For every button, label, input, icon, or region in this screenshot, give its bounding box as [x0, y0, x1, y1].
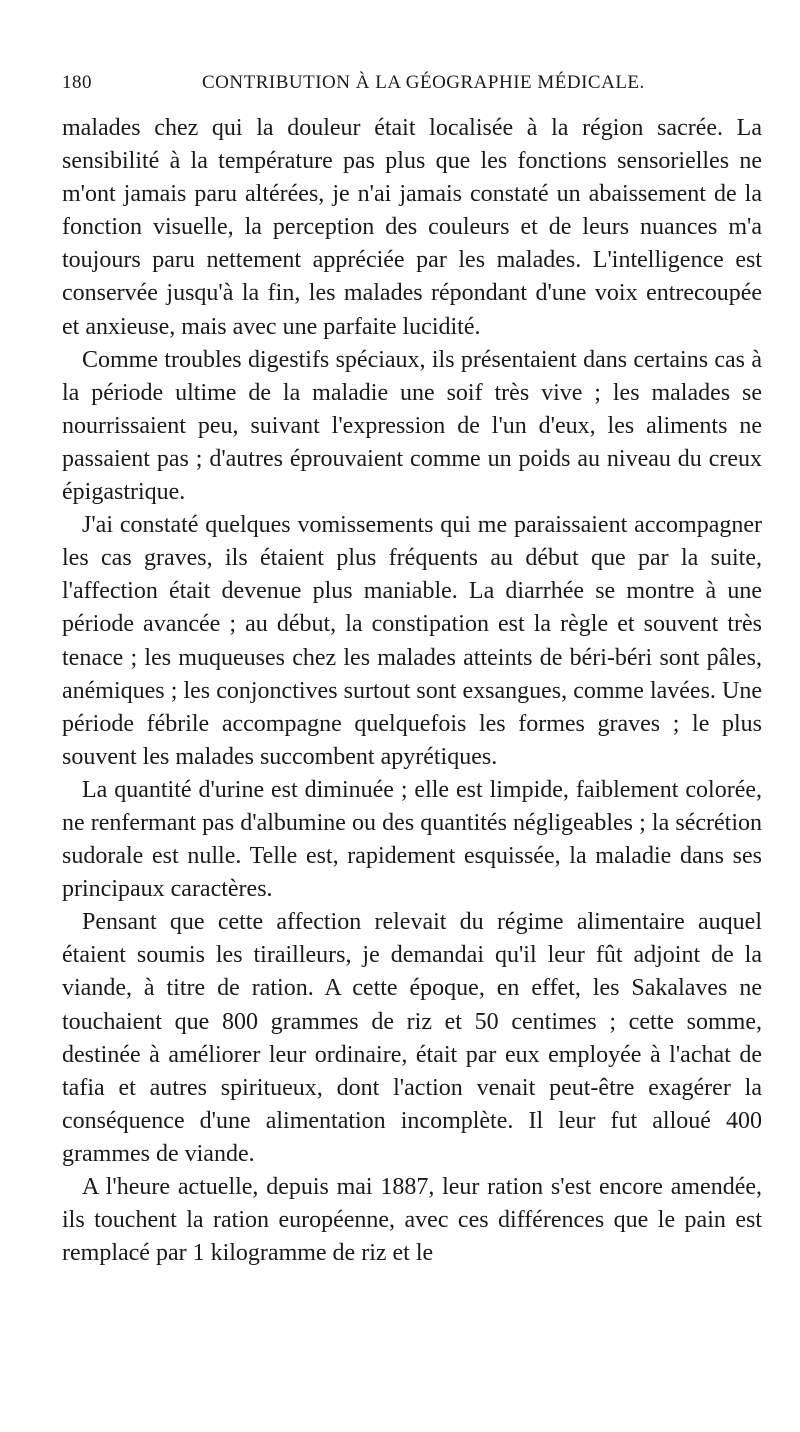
- running-title: CONTRIBUTION À LA GÉOGRAPHIE MÉDICALE.: [202, 72, 645, 93]
- body-text: [62, 112, 762, 1270]
- paragraph-1: malades chez qui la douleur était localisée à la région sacrée. La sensibilité à la température pas plus que les fonctions sensorielles ne m'ont jamais paru altérées, je n'ai jamais constaté un abaissement de la fonction visuelle, la perception des couleurs et de leurs nuances m'a toujours paru nettement appréciée par les malades. L'intelligence est conservée jusqu'à la fin, les malades répondant d'une voix entrecoupée et anxieuse, mais avec une parfaite lucidité.: [62, 115, 762, 340]
- paragraph-5: Pensant que cette affection relevait du régime alimentaire auquel étaient soumis les tirailleurs, je demandai qu'il leur fût adjoint de la viande, à titre de ration. A cette époque, en effet, les Sakalaves ne touchaient que 800 grammes de riz et 50 centimes ; cette somme, destinée à améliorer leur ordinaire, était par eux employée à l'achat de tafia et autres spiritueux, dont l'action venait peut-être exagérer la conséquence d'une alimentation incomplète. Il leur fut alloué 400 grammes de viande.: [62, 909, 762, 1167]
- paragraph-4: La quantité d'urine est diminuée ; elle est limpide, faiblement colorée, ne renfermant pas d'albumine ou des quantités négligeables ; la sécrétion sudorale est nulle. Telle est, rapidement esquissée, la maladie dans ses principaux caractères.: [62, 776, 762, 903]
- paragraph-2: Comme troubles digestifs spéciaux, ils présentaient dans certains cas à la période ultime de la maladie une soif très vive ; les malades se nourrissaient peu, suivant l'expression de l'un d'eux, les aliments ne passaient pas ; d'autres éprouvaient comme un poids au niveau du creux épigastrique.: [62, 346, 762, 506]
- running-head: [62, 72, 762, 102]
- paragraph-6: A l'heure actuelle, depuis mai 1887, leur ration s'est encore amendée, ils touchent la ration européenne, avec ces différences que le pain est remplacé par 1 kilogramme de riz et le: [62, 1174, 762, 1267]
- book-page: [62, 0, 762, 1432]
- paragraph-3: J'ai constaté quelques vomissements qui me paraissaient accompagner les cas graves, ils étaient plus fréquents au début que par la suite, l'affection était devenue plus maniable. La diarrhée se montre à une période avancée ; au début, la constipation est la règle et souvent très tenace ; les muqueuses chez les malades atteints de béri-béri sont pâles, anémiques ; les conjonctives surtout sont exsangues, comme lavées. Une période fébrile accompagne quelquefois les formes graves ; le plus souvent les malades succombent apyrétiques.: [62, 512, 762, 770]
- page-number: 180: [62, 72, 92, 93]
